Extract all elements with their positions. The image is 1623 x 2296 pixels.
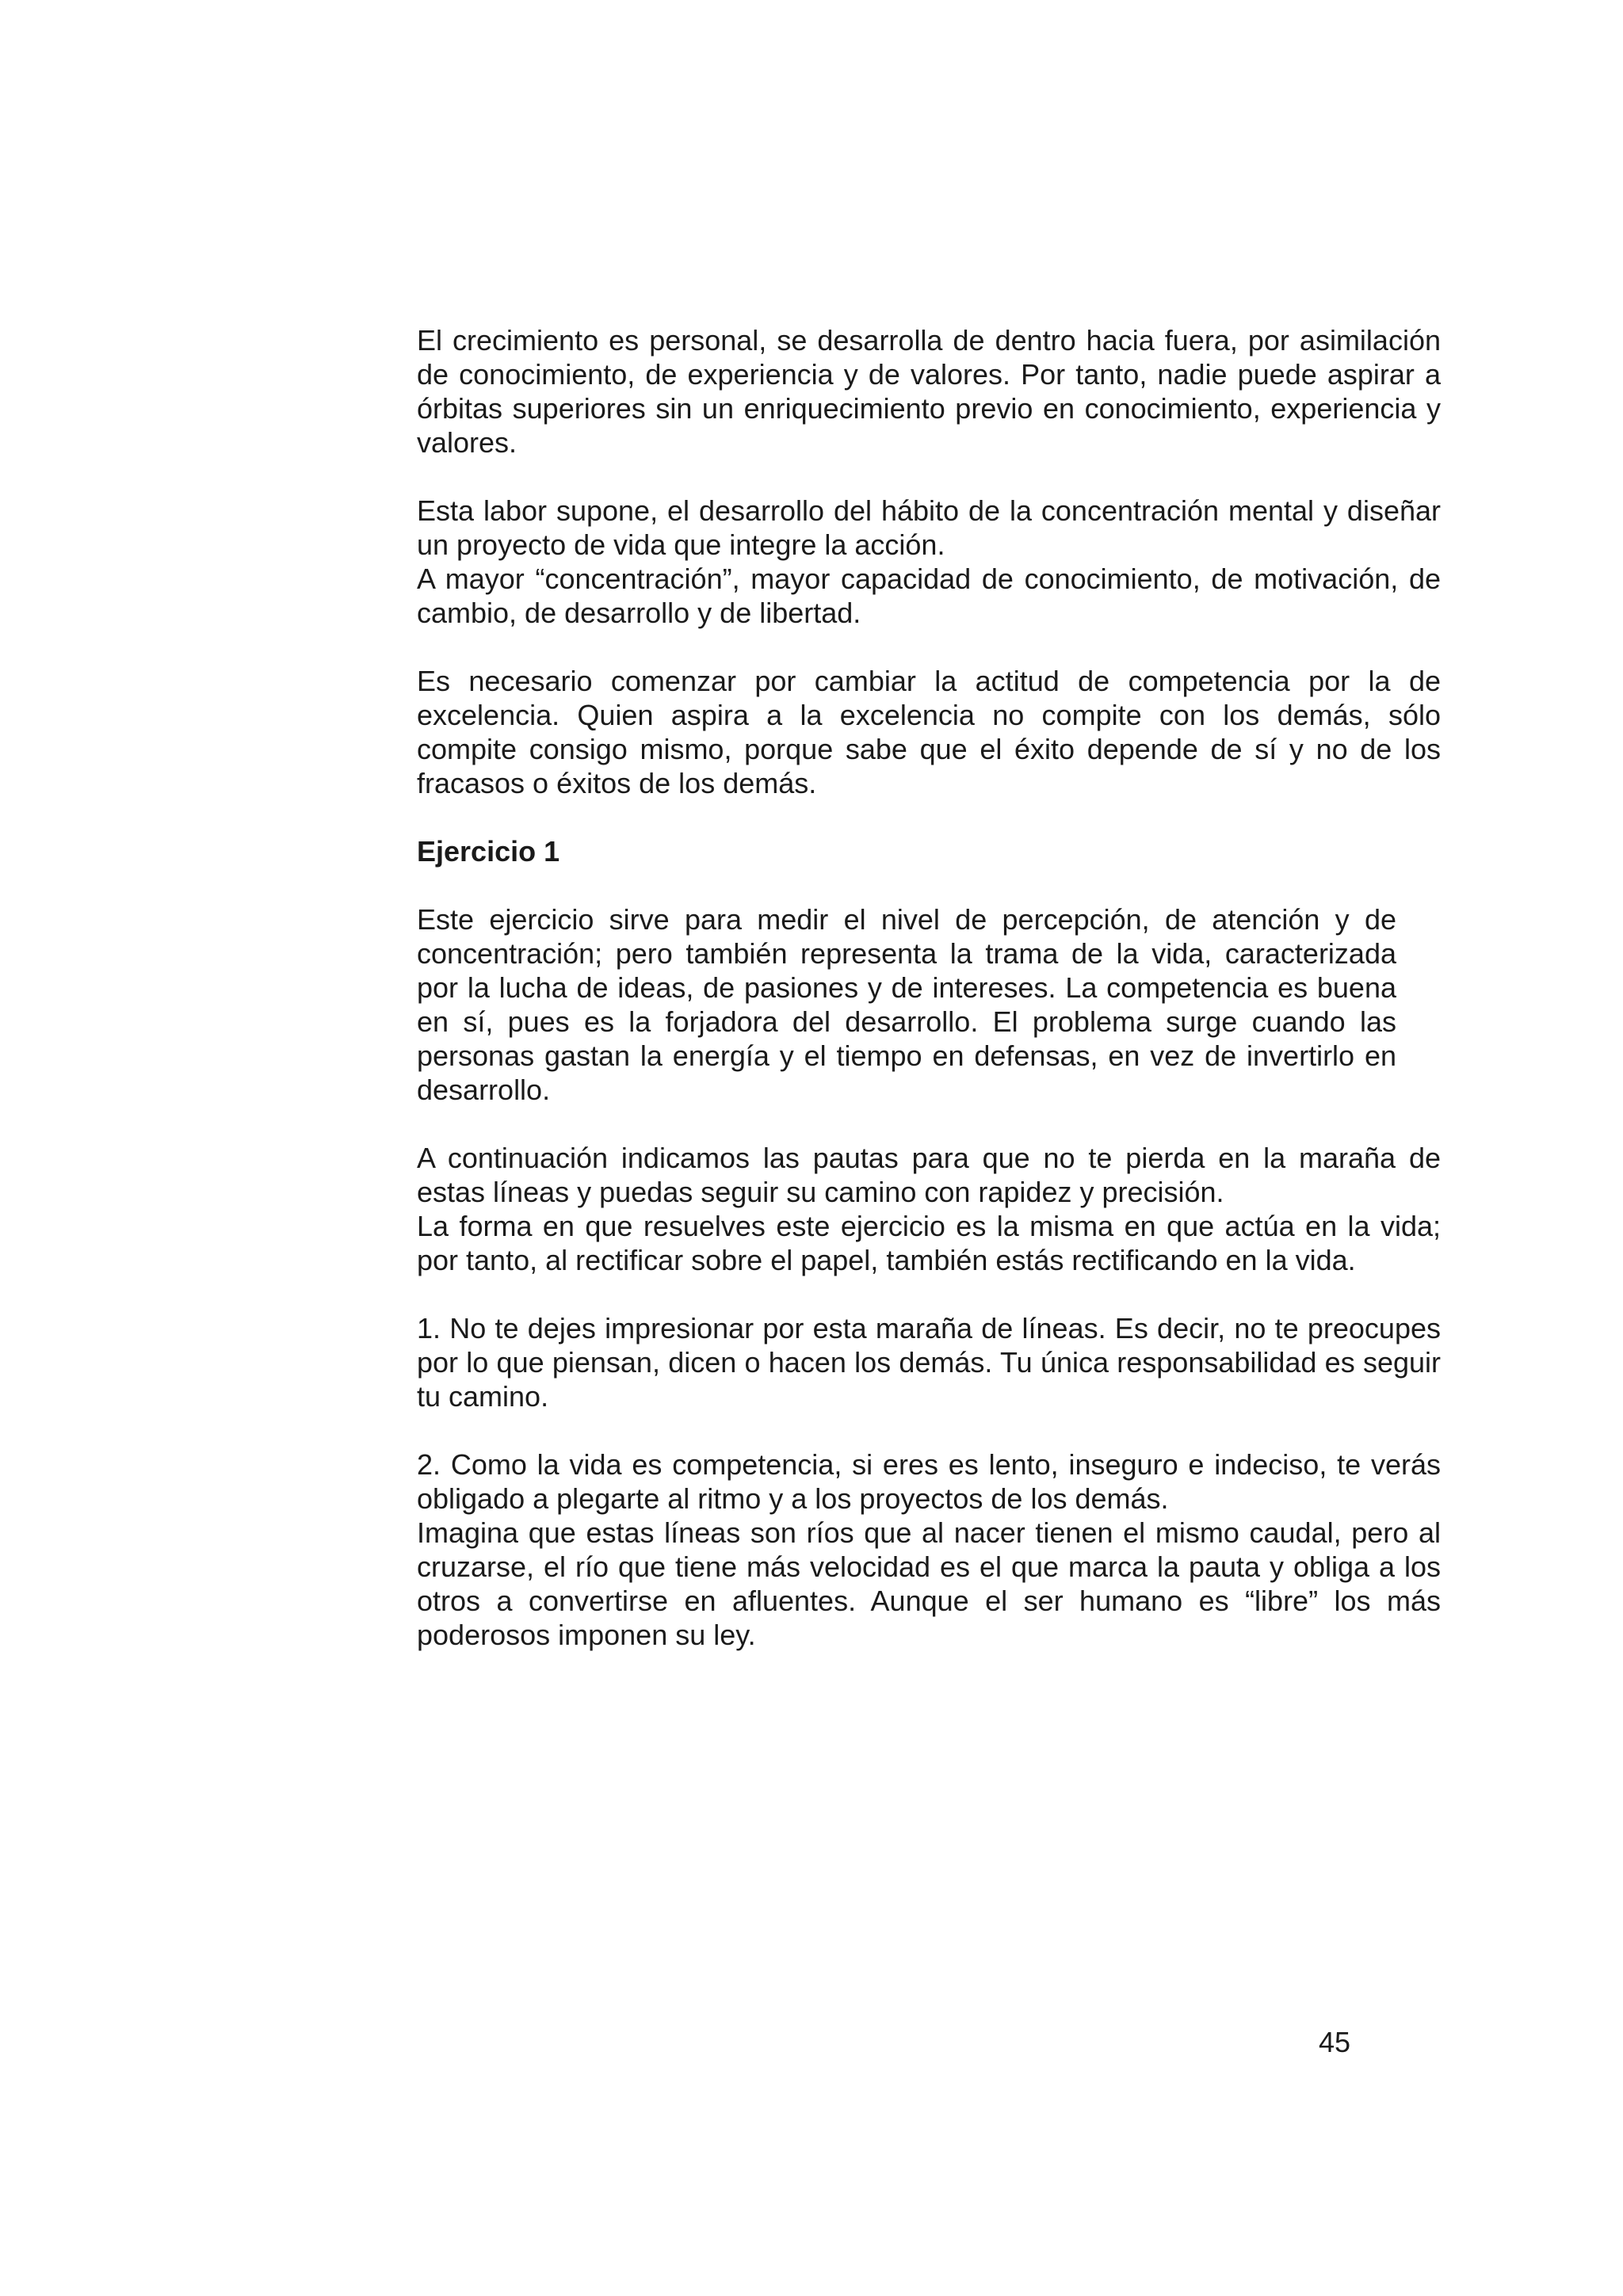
document-body <box>417 323 1441 1686</box>
paragraph-exercise-purpose: Este ejercicio sirve para medir el nivel de percepción, de atención y de concentración; pero también representa la trama de la vida, caracterizada por la lucha de ideas, de pasiones y de intereses. La competencia es buena en sí, pues es la forjadora del desarrollo. El problema surge cuando las personas gastan la energía y el tiempo en defensas, en vez de invertirlo en desarrollo. <box>417 903 1396 1106</box>
section-heading: Ejercicio 1 <box>417 835 560 868</box>
list-item-1: 1. No te dejes impresionar por esta maraña de líneas. Es decir, no te preocupes por lo que piensan, dicen o hacen los demás. Tu única responsabilidad es seguir tu camino. <box>417 1312 1441 1413</box>
page-number: 45 <box>1319 2026 1351 2058</box>
list-item-2: 2. Como la vida es competencia, si eres es lento, inseguro e indeciso, te verás obligado a plegarte al ritmo y a los proyectos de los demás. <box>417 1448 1441 1515</box>
paragraph-solving-method: La forma en que resuelves este ejercicio es la misma en que actúa en la vida; por tanto, al rectificar sobre el papel, también estás rectificando en la vida. <box>417 1210 1441 1276</box>
paragraph-concentration-habit: Esta labor supone, el desarrollo del hábito de la concentración mental y diseñar un proyecto de vida que integre la acción. <box>417 494 1441 561</box>
paragraph-rivers: Imagina que estas líneas son ríos que al nacer tienen el mismo caudal, pero al cruzarse, el río que tiene más velocidad es el que marca la pauta y obliga a los otros a convertirse en afluentes. Aunque el ser humano es “libre” los más poderosos imponen su ley. <box>417 1516 1441 1651</box>
paragraph-more-concentration: A mayor “concentración”, mayor capacidad de conocimiento, de motivación, de cambio, de desarrollo y de libertad. <box>417 563 1441 629</box>
paragraph-growth: El crecimiento es personal, se desarrolla de dentro hacia fuera, por asimilación de conocimiento, de experiencia y de valores. Por tanto, nadie puede aspirar a órbitas superiores sin un enriquecimiento previo en conocimiento, experiencia y valores. <box>417 324 1441 459</box>
paragraph-guidelines-intro: A continuación indicamos las pautas para que no te pierda en la maraña de estas líneas y puedas seguir su camino con rapidez y precisión. <box>417 1142 1441 1208</box>
paragraph-excellence: Es necesario comenzar por cambiar la actitud de competencia por la de excelencia. Quien aspira a la excelencia no compite con los demás, sólo compite consigo mismo, porque sabe que el éxito depende de sí y no de los fracasos o éxitos de los demás. <box>417 665 1441 799</box>
